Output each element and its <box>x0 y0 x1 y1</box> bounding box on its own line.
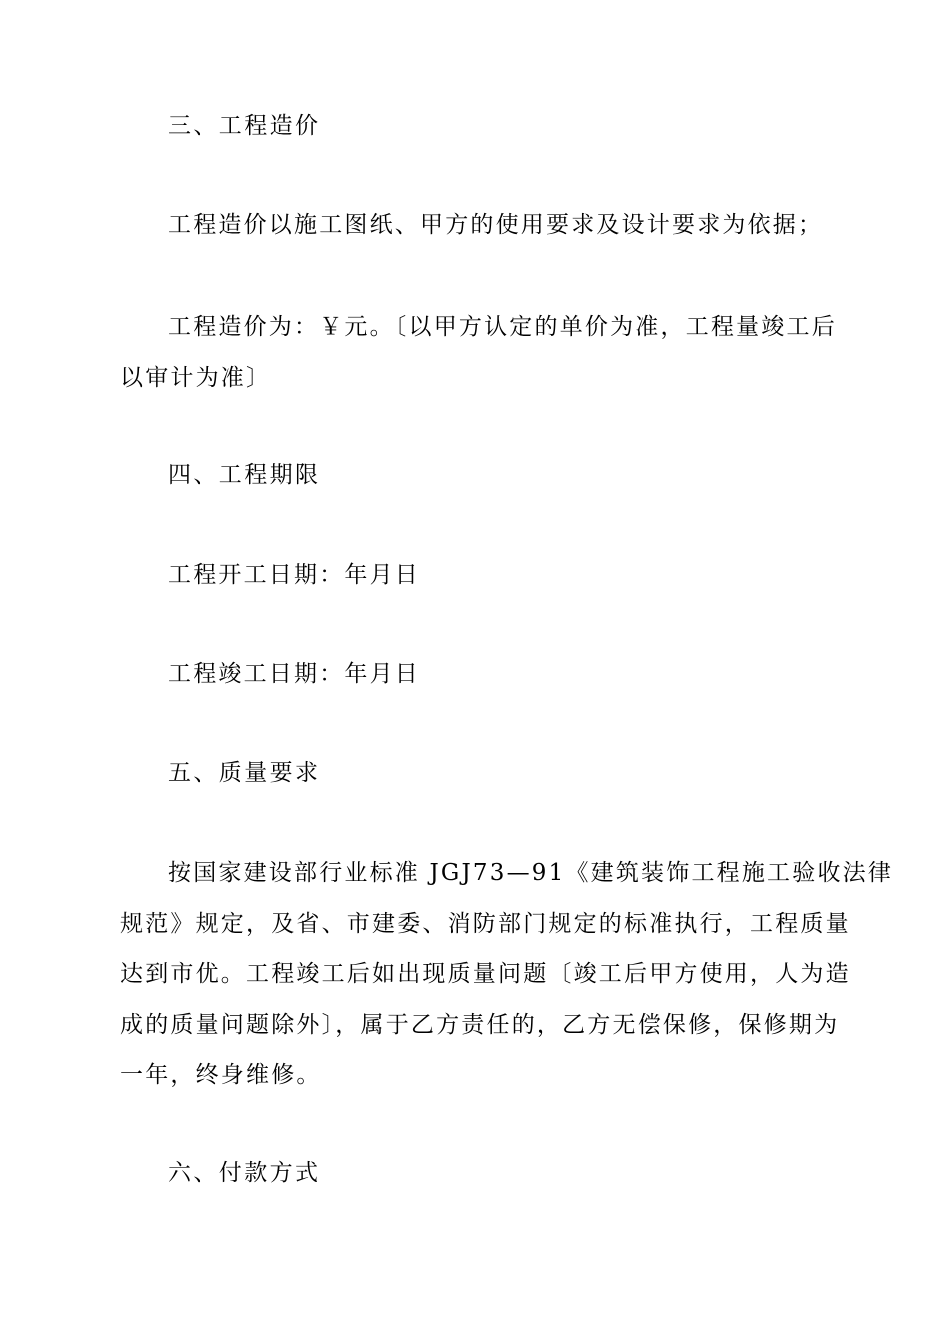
paragraph-cost-basis: 工程造价以施工图纸、甲方的使用要求及设计要求为依据； <box>168 212 824 238</box>
paragraph-quality-line1: 按国家建设部行业标准 JGJ73—91《建筑装饰工程施工验收法律 <box>168 860 894 886</box>
section-heading-payment-method: 六、付款方式 <box>168 1160 321 1186</box>
paragraph-cost-amount-line1: 工程造价为：￥元。〔以甲方认定的单价为准，工程量竣工后 <box>168 314 837 340</box>
paragraph-quality-line3: 达到市优。工程竣工后如出现质量问题〔竣工后甲方使用，人为造 <box>120 961 851 987</box>
section-heading-engineering-cost: 三、工程造价 <box>168 113 321 139</box>
paragraph-quality-line2: 规范》规定，及省、市建委、消防部门规定的标准执行，工程质量 <box>120 911 851 937</box>
section-heading-quality-requirements: 五、质量要求 <box>168 760 321 786</box>
paragraph-start-date: 工程开工日期：年月日 <box>168 562 420 588</box>
paragraph-end-date: 工程竣工日期：年月日 <box>168 661 420 687</box>
paragraph-quality-line5: 一年，终身维修。 <box>120 1062 322 1088</box>
section-heading-project-period: 四、工程期限 <box>168 462 321 488</box>
paragraph-cost-amount-line2: 以审计为准〕 <box>120 365 272 391</box>
paragraph-quality-line4: 成的质量问题除外〕，属于乙方责任的，乙方无偿保修，保修期为 <box>120 1012 840 1038</box>
